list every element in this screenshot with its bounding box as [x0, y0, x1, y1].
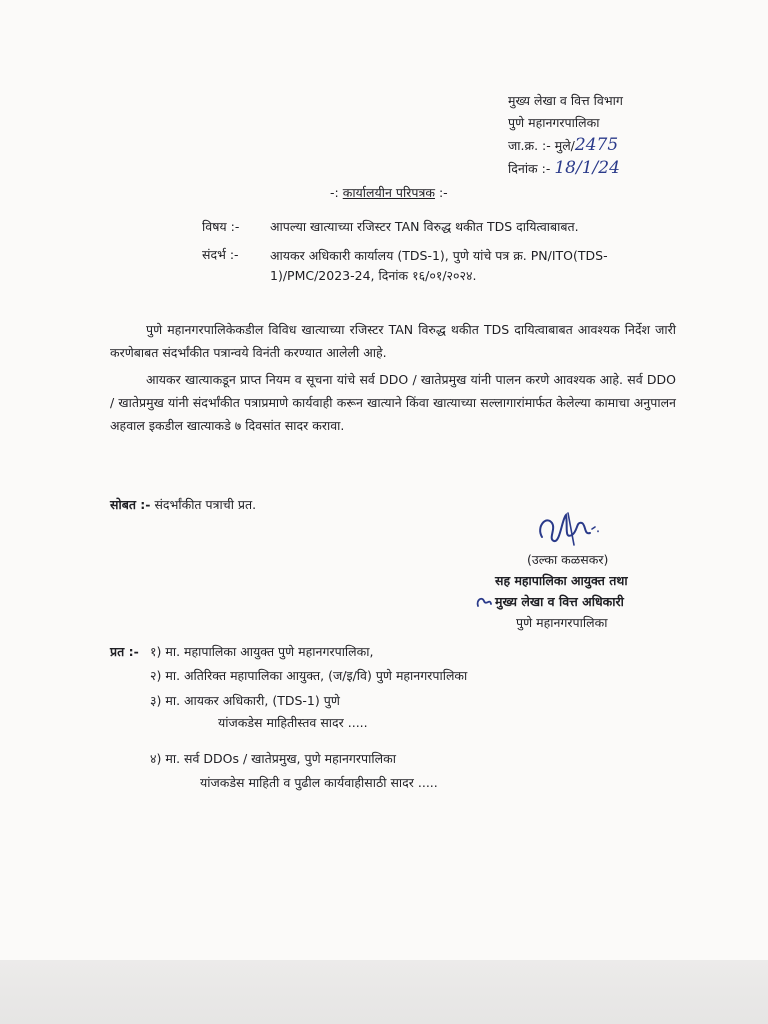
body-paragraph-1: पुणे महानगरपालिकेकडील विविध खात्याच्या रजिस्टर TAN विरुद्ध थकीत TDS दायित्वाबाबत आवश्यक निर्देश जारी करणेबाबत संदर्भांकीत पत्रान्वये विनंती करण्यात आलेली आहे.: [110, 322, 676, 360]
copy-recipient-2: २) मा. अतिरिक्त महापालिका आयुक्त, (ज/इ/वि) पुणे महानगरपालिका: [150, 668, 468, 683]
signatory-name: (उल्का कळसकर): [527, 552, 609, 567]
handwritten-ref-number: 2475: [574, 135, 619, 155]
copy-recipient-1: १) मा. महापालिका आयुक्त पुणे महानगरपालिका,: [150, 644, 374, 659]
enclosure-line: [110, 496, 256, 513]
copy-to-label: प्रत :-: [110, 644, 139, 659]
reference-text: आयकर अधिकारी कार्यालय (TDS-1), पुणे यांचे पत्र क्र. PN/ITO(TDS-1)/PMC/2023-24, दिनांक १६/०१/२०२४.: [270, 248, 608, 283]
copy-recipient-3: ३) मा. आयकर अधिकारी, (TDS-1) पुणे: [150, 693, 340, 708]
signatory-designation-2: मुख्य लेखा व वित्त अधिकारी: [495, 594, 624, 609]
circular-title-text: कार्यालयीन परिपत्रक: [342, 185, 435, 200]
subject-text: आपल्या खात्याच्या रजिस्टर TAN विरुद्ध थकीत TDS दायित्वाबाबत.: [270, 219, 579, 234]
enclosure-label: सोबत :-: [110, 497, 151, 512]
initial-mark: [474, 592, 494, 612]
organization-name: पुणे महानगरपालिका: [508, 115, 600, 130]
copy-recipient-4-note: यांजकडेस माहिती व पुढील कार्यवाहीसाठी सादर .....: [200, 775, 438, 790]
department-name: मुख्य लेखा व वित्त विभाग: [508, 93, 623, 108]
reference-number-line: जा.क्र. :- मुले/2475: [508, 135, 619, 155]
circular-title: -: कार्यालयीन परिपत्रक :-: [330, 185, 448, 200]
handwritten-signature: [528, 505, 608, 553]
signatory-organization: पुणे महानगरपालिका: [516, 615, 608, 630]
signatory-designation-1: सह महापालिका आयुक्त तथा: [495, 573, 628, 588]
scan-bottom-edge: [0, 960, 768, 1024]
subject-label: विषय :-: [202, 219, 240, 234]
copy-recipient-4: ४) मा. सर्व DDOs / खातेप्रमुख, पुणे महानगरपालिका: [150, 751, 396, 766]
enclosure-text: संदर्भांकीत पत्राची प्रत.: [154, 497, 257, 512]
handwritten-date: 18/1/24: [554, 158, 620, 178]
body-paragraph-2: आयकर खात्याकडून प्राप्त नियम व सूचना यांचे सर्व DDO / खातेप्रमुख यांनी पालन करणे आवश्यक आहे. सर्व DDO / खातेप्रमुख यांनी संदर्भांकीत पत्राप्रमाणे कार्यवाही करून खात्याने किंवा खात्याच्या सल्लागारांमार्फत केलेल्या कामाचा अनुपालन अहवाल इकडील खात्याकडे ७ दिवसांत सादर करावा.: [110, 372, 676, 433]
letterhead: [508, 90, 623, 180]
copy-recipient-3-note: यांजकडेस माहितीस्तव सादर .....: [218, 715, 368, 730]
date-line: दिनांक :- 18/1/24: [508, 158, 620, 178]
reference-label: संदर्भ :-: [202, 247, 239, 262]
